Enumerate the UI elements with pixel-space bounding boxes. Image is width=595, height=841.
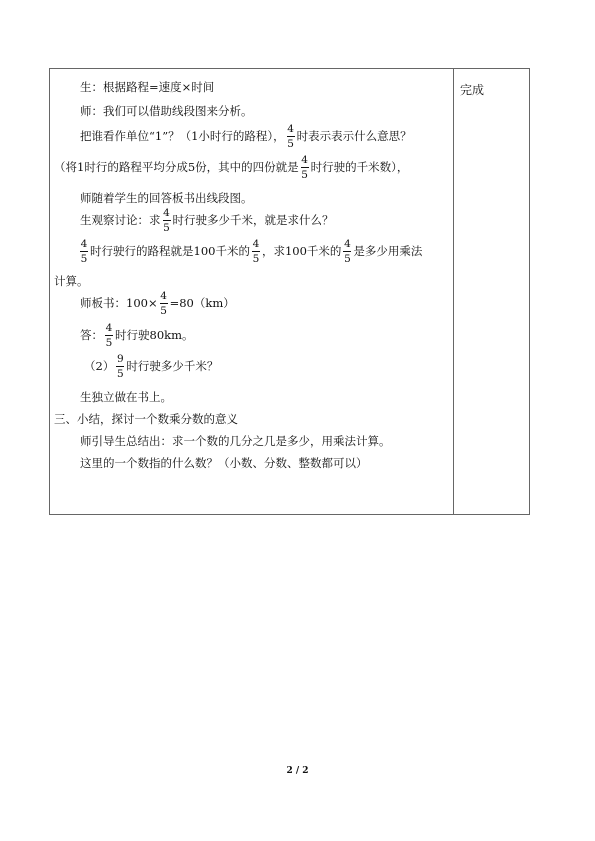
numerator: 9	[116, 352, 124, 365]
fraction-bar	[105, 335, 113, 336]
numerator: 4	[80, 237, 88, 250]
denominator: 5	[301, 168, 308, 181]
fraction-bar	[301, 167, 309, 168]
line-text: （2）	[84, 359, 115, 373]
line-text: 时行驶80km。	[115, 328, 194, 342]
denominator: 5	[160, 304, 167, 317]
line-text: 师：我们可以借助线段图来分析。	[80, 104, 253, 118]
section-heading	[54, 411, 238, 427]
line-text: 把谁看作单位“1”？（1小时行的路程），	[80, 129, 285, 143]
text-line	[80, 389, 172, 405]
line-text: 答：	[80, 328, 103, 342]
line-text: =80（km）	[169, 296, 235, 310]
text-line	[80, 288, 235, 318]
text-line	[80, 190, 253, 206]
numerator: 4	[252, 237, 260, 250]
line-text: 三、小结，探讨一个数乘分数的意义	[54, 412, 238, 426]
fraction	[116, 353, 124, 380]
text-line	[84, 351, 218, 381]
line-text: 生：根据路程=速度×时间	[80, 80, 215, 94]
fraction	[160, 290, 168, 317]
fraction-bar	[343, 251, 351, 252]
text-line	[80, 433, 391, 449]
numerator: 4	[105, 321, 113, 334]
text-line	[80, 455, 368, 471]
column-divider	[453, 69, 454, 514]
fraction	[80, 238, 88, 265]
denominator: 5	[80, 252, 88, 265]
line-text: 师随着学生的回答板书出线段图。	[80, 191, 253, 205]
denominator: 5	[287, 137, 294, 150]
text-line	[78, 236, 422, 266]
text-line	[80, 103, 253, 119]
line-text: 时表示表示什么意思？	[296, 129, 412, 143]
fraction-bar	[287, 136, 295, 137]
denominator: 5	[116, 367, 124, 380]
fraction	[287, 123, 295, 150]
lesson-table	[49, 68, 530, 515]
text-line	[80, 320, 194, 350]
fraction	[252, 238, 260, 265]
fraction-bar	[252, 251, 260, 252]
line-text: ，求100千米的	[261, 244, 342, 258]
line-text: 生观察讨论：求	[80, 213, 161, 227]
numerator: 4	[287, 122, 294, 135]
line-text: 时行驶多少千米，就是求什么？	[172, 213, 334, 227]
status-cell: 完成	[460, 83, 485, 97]
text-line	[80, 79, 214, 95]
fraction	[301, 154, 309, 181]
line-text: 生独立做在书上。	[80, 390, 172, 404]
denominator: 5	[252, 252, 260, 265]
line-text: （将1时行的路程平均分成5份，其中的四份就是	[54, 160, 299, 174]
fraction-bar	[160, 303, 168, 304]
line-text: 时行驶行的路程就是100千米的	[90, 244, 250, 258]
line-text: 时行驶多少千米？	[126, 359, 219, 373]
numerator: 4	[344, 237, 351, 250]
text-line	[54, 273, 89, 289]
text-line	[80, 205, 334, 235]
numerator: 4	[163, 206, 170, 219]
line-text: 师板书：100×	[80, 296, 158, 310]
denominator: 5	[163, 221, 170, 234]
text-line	[80, 121, 412, 151]
fraction-bar	[116, 366, 124, 367]
line-text: 是多少用乘法	[353, 244, 423, 258]
numerator: 4	[160, 289, 167, 302]
numerator: 4	[301, 153, 308, 166]
line-text: 计算。	[54, 274, 89, 288]
line-text: 这里的一个数指的什么数？（小数、分数、整数都可以）	[80, 456, 368, 470]
line-text: 时行驶的千米数），	[310, 160, 409, 174]
denominator: 5	[344, 252, 351, 265]
line-text: 师引导生总结出：求一个数的几分之几是多少，用乘法计算。	[80, 434, 391, 448]
fraction-bar	[80, 251, 88, 252]
fraction-bar	[163, 220, 171, 221]
page-number: 2 / 2	[286, 766, 309, 776]
denominator: 5	[105, 336, 113, 349]
text-line	[54, 152, 408, 182]
fraction	[105, 322, 113, 349]
fraction	[343, 238, 351, 265]
fraction	[163, 207, 171, 234]
